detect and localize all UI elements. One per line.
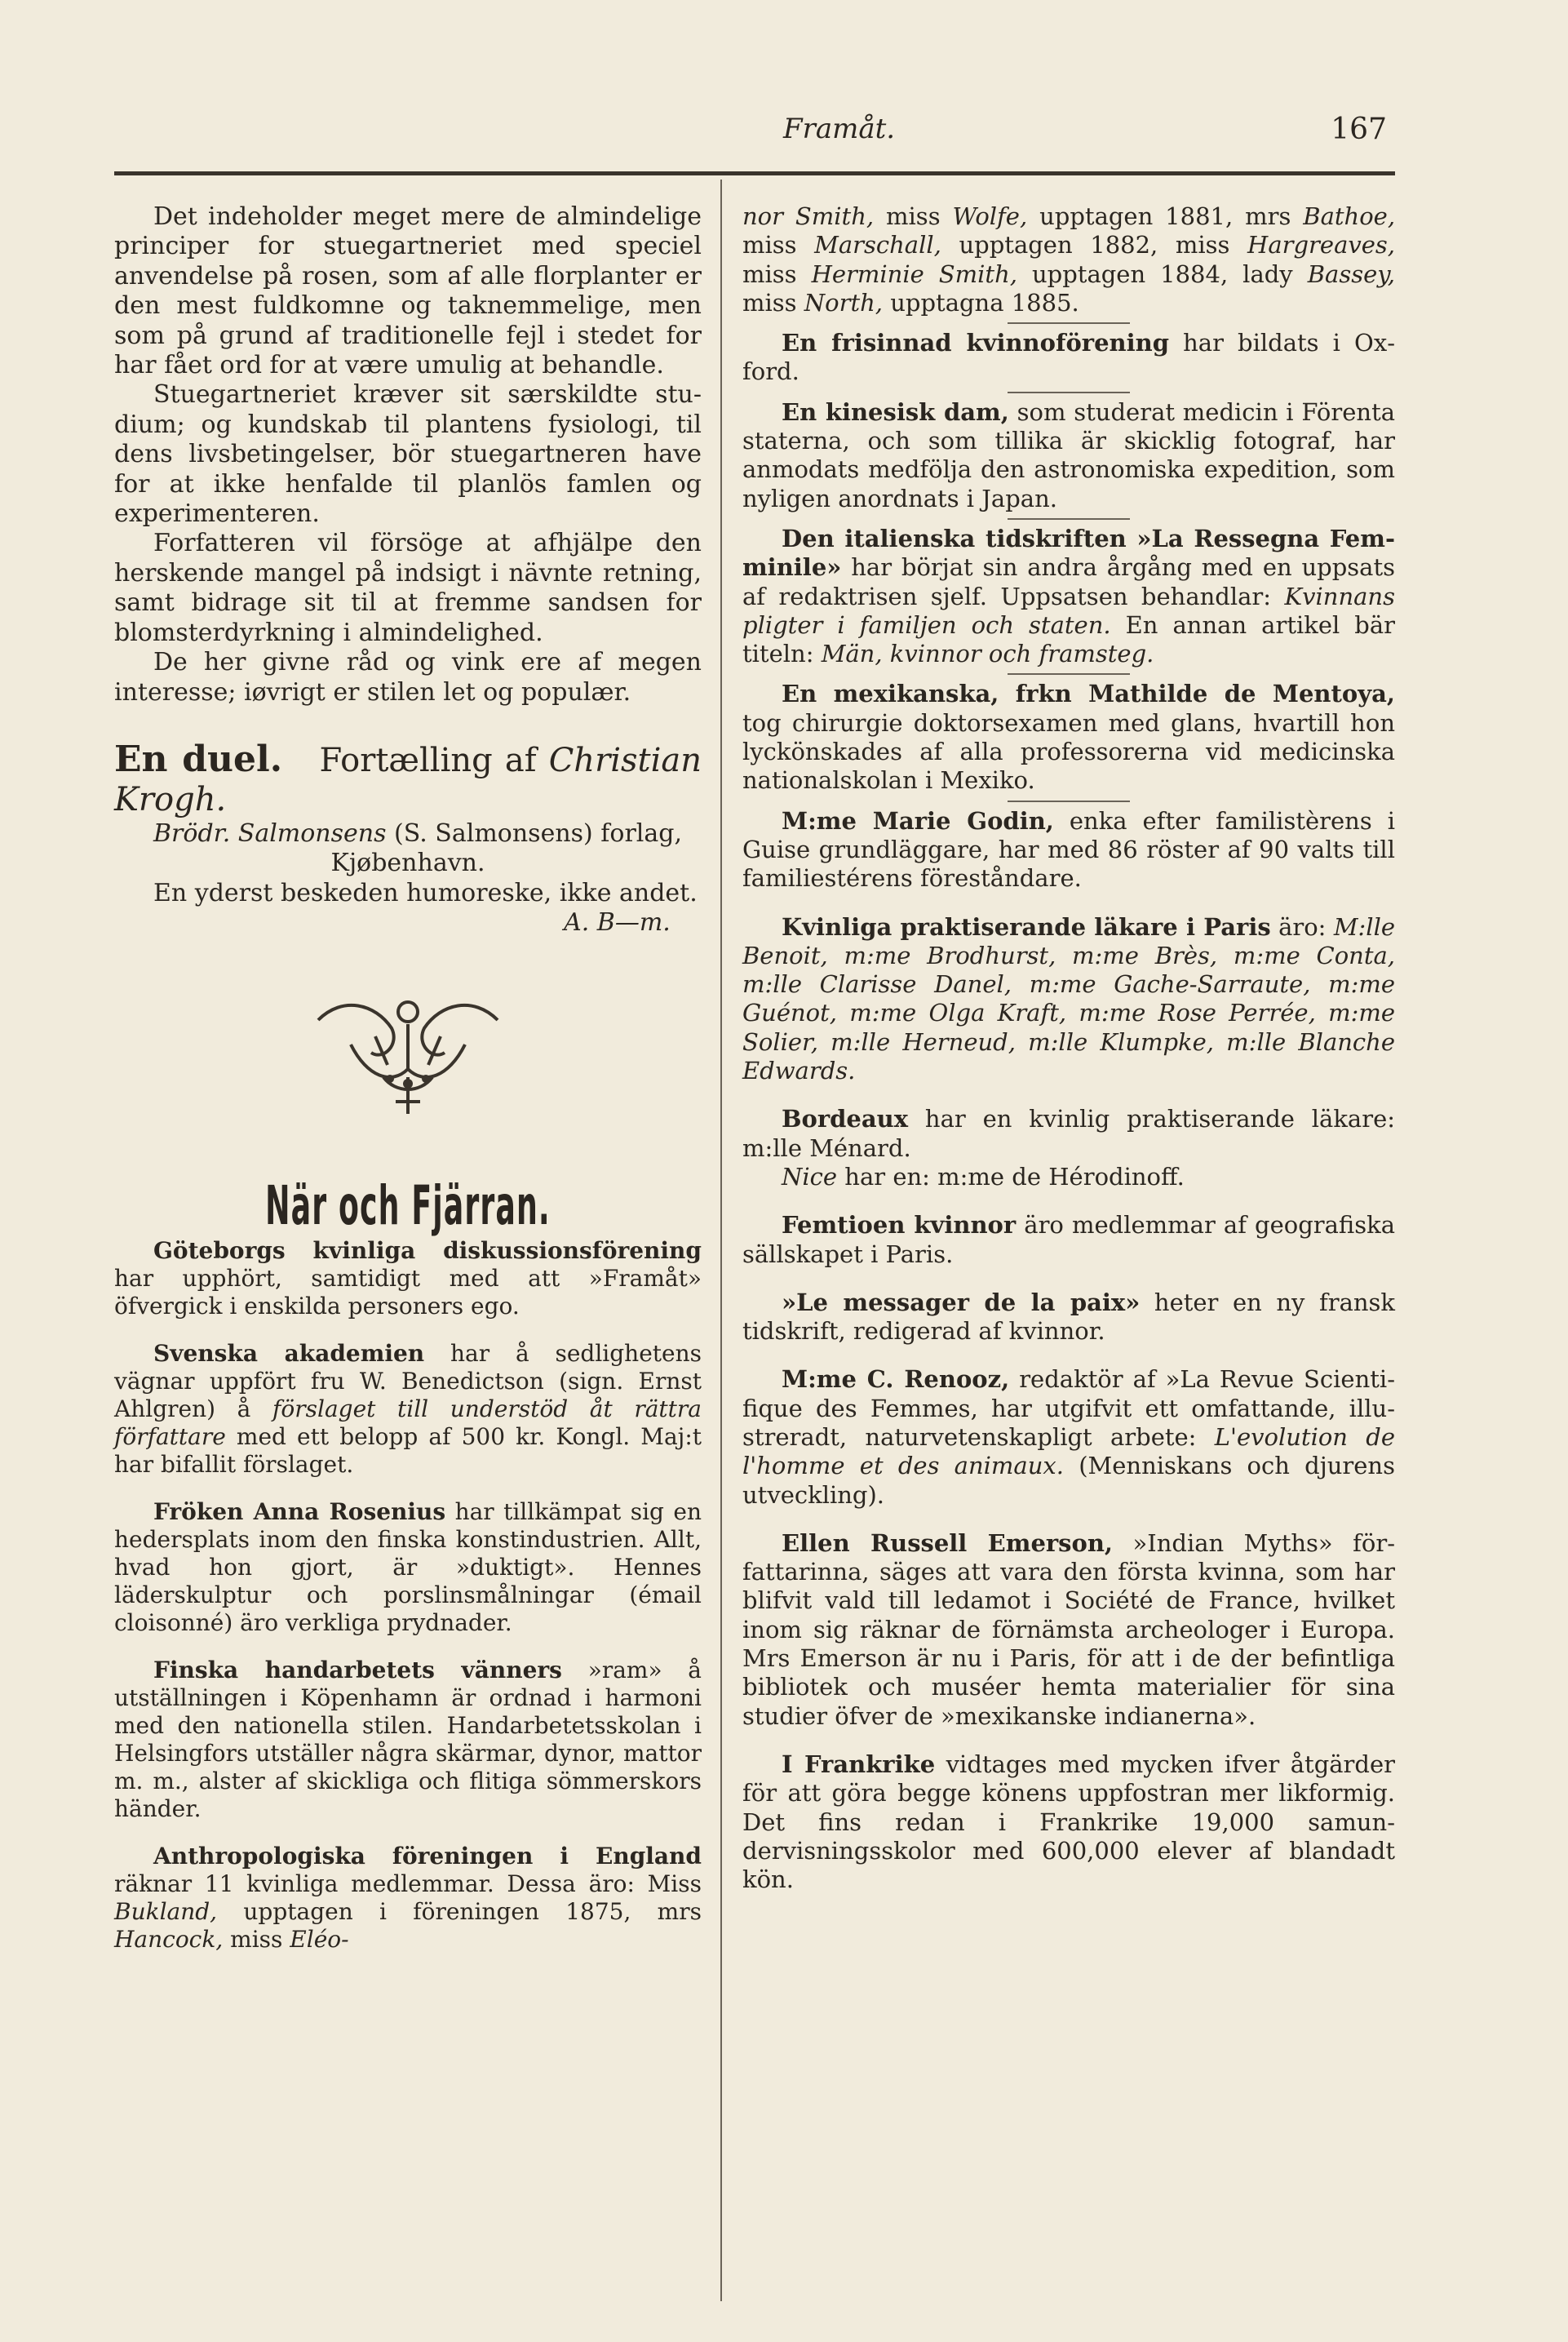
signature — [114, 908, 702, 938]
separator — [1008, 392, 1130, 393]
separator — [1008, 518, 1130, 520]
running-title: Framåt. — [783, 113, 896, 145]
news-item: Svenska akademien har å sedlighetens vägnar uppfört fru W. Benedictson (sign. Ernst Ahlgren) å förslaget till understöd åt rättra författare med ett belopp af 500 kr. Kongl. Maj:t har bifallit förslaget. — [114, 1339, 702, 1478]
review-heading — [114, 740, 702, 819]
news-item-continued: nor Smith, miss Wolfe, upptagen 1881, mrs Bathoe, miss Marschall, upptagen 1882, miss Hargreaves, miss Herminie Smith, upptagen 1884, lady Bassey, miss North, upptagna 1885. — [742, 202, 1396, 317]
news-item: Bordeaux har en kvinlig praktiserande läkare: m:lle Ménard. — [742, 1105, 1396, 1162]
news-item: M:me Marie Godin, enka efter familistèrens i Guise grundläggare, har med 86 röster af 90 valts till familiestérens föreståndare. — [742, 806, 1395, 893]
review-title: En duel. — [114, 738, 283, 780]
separator — [1008, 673, 1130, 675]
news-item: I Frankrike vidtages med mycken ifver åtgärder för att göra begge könens uppfostran mer likformig. Det fins redan i Frankrike 19,000 samundervisningsskolor med 600,000 elever af blandadt kön. — [742, 1750, 1395, 1894]
paragraph: Det indeholder meget mere de almindelige principer for stuegartneriet med speciel anvendelse på rosen, som af alle florplanter er den mest fuldkomne og taknemmelige, men som på grund af traditionelle fejl i stedet for har fået ord for at være umulig at behandle. — [114, 202, 702, 380]
news-item: Anthropologiska föreningen i England räknar 11 kvinliga medlemmar. Dessa äro: Miss Bukland, upptagen i föreningen 1875, mrs Hancock, miss Eléo- — [114, 1842, 702, 1953]
news-item: En frisinnad kvinnoförening har bildats i Oxford. — [742, 329, 1395, 386]
publisher-city: Kjøbenhavn. — [330, 849, 485, 878]
publisher-name: Brödr. Salmonsens — [153, 818, 387, 848]
review-subtitle: Fortælling af — [319, 741, 537, 779]
signature-text: A. B—m. — [564, 908, 671, 938]
news-item: Fröken Anna Rosenius har tillkämpat sig en hedersplats inom den finska konstindustrien. Allt, hvad hon gjort, är »duktigt». Hennes läderskulptur och porslinsmålningar (émail cloisonné) äro verkliga prydnader. — [114, 1497, 702, 1636]
news-item: Femtioen kvinnor äro medlemmar af geografiska sällskapet i Paris. — [742, 1211, 1396, 1268]
column-divider — [720, 180, 722, 2301]
page-number: 167 — [1331, 113, 1387, 146]
news-item: M:me C. Renooz, redaktör af »La Revue Scientifique des Femmes, har utgifvit ett omfattande, illustreradt, naturvetenskapligt arbete: L'evolution de l'homme et des animaux. (Menniskans och djurens utveckling). — [742, 1365, 1396, 1509]
separator — [1008, 801, 1130, 802]
separator — [1008, 322, 1130, 324]
news-item: Nice har en: m:me de Hérodinoff. — [782, 1162, 1185, 1191]
news-item: Finska handarbetets vänners »ram» å utställningen i Köpenhamn är ordnad i harmoni med den nationella stilen. Handarbetetsskolan i Helsingfors utställer några skärmar, dynor, mattor m. m., alster af skickliga och flitiga sömmerskors händer. — [114, 1656, 702, 1822]
ornament-icon — [302, 987, 514, 1118]
news-item: Ellen Russell Emerson, »Indian Myths» författarinna, säges att vara den första kvinna, som har blifvit vald till ledamot i Société de France, hvilket inom sig räknar de förnämsta archeologer i Europa. Mrs Emerson är nu i Paris, för att i de der befintliga bibliotek och muséer hemta materialier för sina studier öfver de »mexikanske indianerna». — [742, 1528, 1395, 1730]
publisher-line — [114, 819, 702, 849]
review-text: En yderst beskeden humoreske, ikke andet. — [153, 878, 698, 907]
publisher-rest: (S. Salmonsens) forlag, — [394, 818, 683, 848]
news-item: Göteborgs kvinliga diskussionsförening har upphört, samtidigt med att »Framåt» öfvergick i enskilda personers ego. — [114, 1236, 702, 1320]
header-rule — [114, 171, 1395, 175]
section-title: När och Fjärran. — [265, 1173, 551, 1237]
news-item: Kvinliga praktiserande läkare i Paris äro: M:lle Benoit, m:me Brodhurst, m:me Brès, m:me Conta, m:lle Clarisse Danel, m:me Gache-Sarraute, m:me Guénot, m:me Olga Kraft, m:me Rose Perrée, m:me Solier, m:lle Herneud, m:lle Klumpke, m:lle Blanche Edwards. — [742, 912, 1396, 1085]
paragraph: De her givne råd og vink ere af megen interesse; iøvrigt er stilen let og populær. — [114, 648, 702, 707]
running-header — [114, 113, 1387, 153]
paragraph: Forfatteren vil försöge at afhjälpe den herskende mangel på indsigt i nävnte retning, samt bidrage sit til at fremme sandsen for blomsterdyrkning i almindelighed. — [114, 529, 702, 647]
left-column — [114, 202, 702, 1954]
news-item: Den italienska tidskriften »La Ressegna Femminile» har börjat sin andra årgång med en uppsats af redaktrisen sjelf. Uppsatsen behandlar: Kvinnans pligter i familjen och staten. En annan artikel bär titeln: Män, kvinnor och framsteg. — [742, 524, 1396, 668]
review-author: Christian Krogh. — [114, 741, 702, 818]
news-item: En kinesisk dam, som studerat medicin i Förenta staterna, och som tillika är skicklig fotograf, har anmodats medfölja den astronomiska expedition, som nyligen anordnats i Japan. — [742, 397, 1396, 512]
paragraph: Stuegartneriet kræver sit særskildte studium; og kundskab til plantens fysiologi, til dens livsbetingelser, bör stuegartneren have for at ikke henfalde til planlös famlen og experimenteren. — [114, 380, 702, 529]
news-item: En mexikanska, frkn Mathilde de Mentoya, tog chirurgie doktorsexamen med glans, hvartill hon lyckönskades af alla professorerna vid medicinska nationalskolan i Mexiko. — [742, 680, 1395, 795]
news-item: »Le messager de la paix» heter en ny fransk tidskrift, redigerad af kvinnor. — [742, 1288, 1395, 1346]
right-column — [742, 202, 1395, 1894]
